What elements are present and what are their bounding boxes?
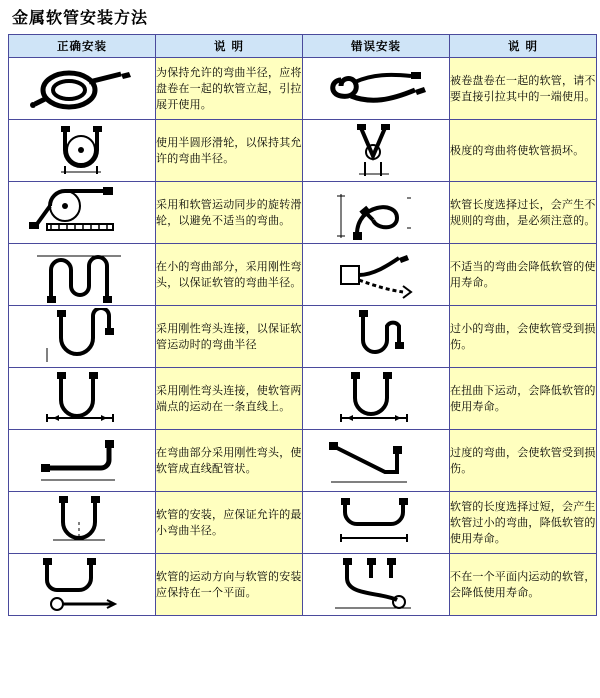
same-plane-motion-icon xyxy=(9,554,156,616)
table-row xyxy=(9,120,597,182)
off-plane-motion-icon xyxy=(303,554,450,616)
long-hose-irregular-bend-icon xyxy=(303,182,450,244)
page-title: 金属软管安装方法 xyxy=(12,8,149,27)
description-text: 在扭曲下运动，会降低软管的使用寿命。 xyxy=(450,368,597,430)
sharp-bend-pulley-icon xyxy=(303,120,450,182)
excessive-bend-icon xyxy=(303,430,450,492)
description-text: 极度的弯曲将使软管损坏。 xyxy=(450,120,597,182)
description-text: 软管长度选择过长，会产生不规则的弯曲，是必须注意的。 xyxy=(450,182,597,244)
column-header-wrong-desc: 说 明 xyxy=(450,35,597,58)
description-text: 不适当的弯曲会降低软管的使用寿命。 xyxy=(450,244,597,306)
straight-line-motion-icon xyxy=(9,368,156,430)
description-text: 软管的长度选择过短，会产生软管过小的弯曲，降低软管的使用寿命。 xyxy=(450,492,597,554)
torsion-motion-icon xyxy=(303,368,450,430)
coiled-hose-pulled-icon xyxy=(303,58,450,120)
description-text: 采用刚性弯头连接，以保证软管运动时的弯曲半径 xyxy=(156,306,303,368)
column-header-correct-desc: 说 明 xyxy=(156,35,303,58)
column-header-wrong-install: 错误安装 xyxy=(303,35,450,58)
table-head xyxy=(9,35,597,58)
description-text: 过小的弯曲，会使软管受到损伤。 xyxy=(450,306,597,368)
installation-methods-table xyxy=(8,34,597,616)
sync-rotating-pulley-icon xyxy=(9,182,156,244)
table-header-row xyxy=(9,35,597,58)
too-small-bend-icon xyxy=(303,306,450,368)
description-text: 软管的运动方向与软管的安装应保持在一个平面。 xyxy=(156,554,303,616)
description-text: 在小的弯曲部分，采用刚性弯头，以保证软管的弯曲半径。 xyxy=(156,244,303,306)
description-text: 软管的安装，应保证允许的最小弯曲半径。 xyxy=(156,492,303,554)
description-text: 使用半圆形滑轮，以保持其允许的弯曲半径。 xyxy=(156,120,303,182)
table-row xyxy=(9,244,597,306)
description-text: 采用刚性弯头连接，使软管两端点的运动在一条直线上。 xyxy=(156,368,303,430)
table-row xyxy=(9,58,597,120)
rigid-elbow-connection-icon xyxy=(9,306,156,368)
rigid-elbow-small-bend-icon xyxy=(9,244,156,306)
straight-pipe-elbow-icon xyxy=(9,430,156,492)
description-text: 采用和软管运动同步的旋转滑轮，以避免不适当的弯曲。 xyxy=(156,182,303,244)
description-text: 过度的弯曲，会使软管受到损伤。 xyxy=(450,430,597,492)
coiled-hose-flat-icon xyxy=(9,58,156,120)
description-text: 不在一个平面内运动的软管，会降低使用寿命。 xyxy=(450,554,597,616)
table-body xyxy=(9,58,597,616)
description-text: 被卷盘卷在一起的软管，请不要直接引拉其中的一端使用。 xyxy=(450,58,597,120)
improper-bend-icon xyxy=(303,244,450,306)
description-text: 在弯曲部分采用刚性弯头，使软管成直线配管状。 xyxy=(156,430,303,492)
min-bend-radius-icon xyxy=(9,492,156,554)
description-text: 为保持允许的弯曲半径，应将盘卷在一起的软管立起，引拉展开使用。 xyxy=(156,58,303,120)
table-row xyxy=(9,492,597,554)
table-row xyxy=(9,306,597,368)
semicircular-pulley-icon xyxy=(9,120,156,182)
table-row xyxy=(9,554,597,616)
table-row xyxy=(9,368,597,430)
table-row xyxy=(9,430,597,492)
table-row xyxy=(9,182,597,244)
column-header-correct-install: 正确安装 xyxy=(9,35,156,58)
too-long-hose-icon xyxy=(303,492,450,554)
